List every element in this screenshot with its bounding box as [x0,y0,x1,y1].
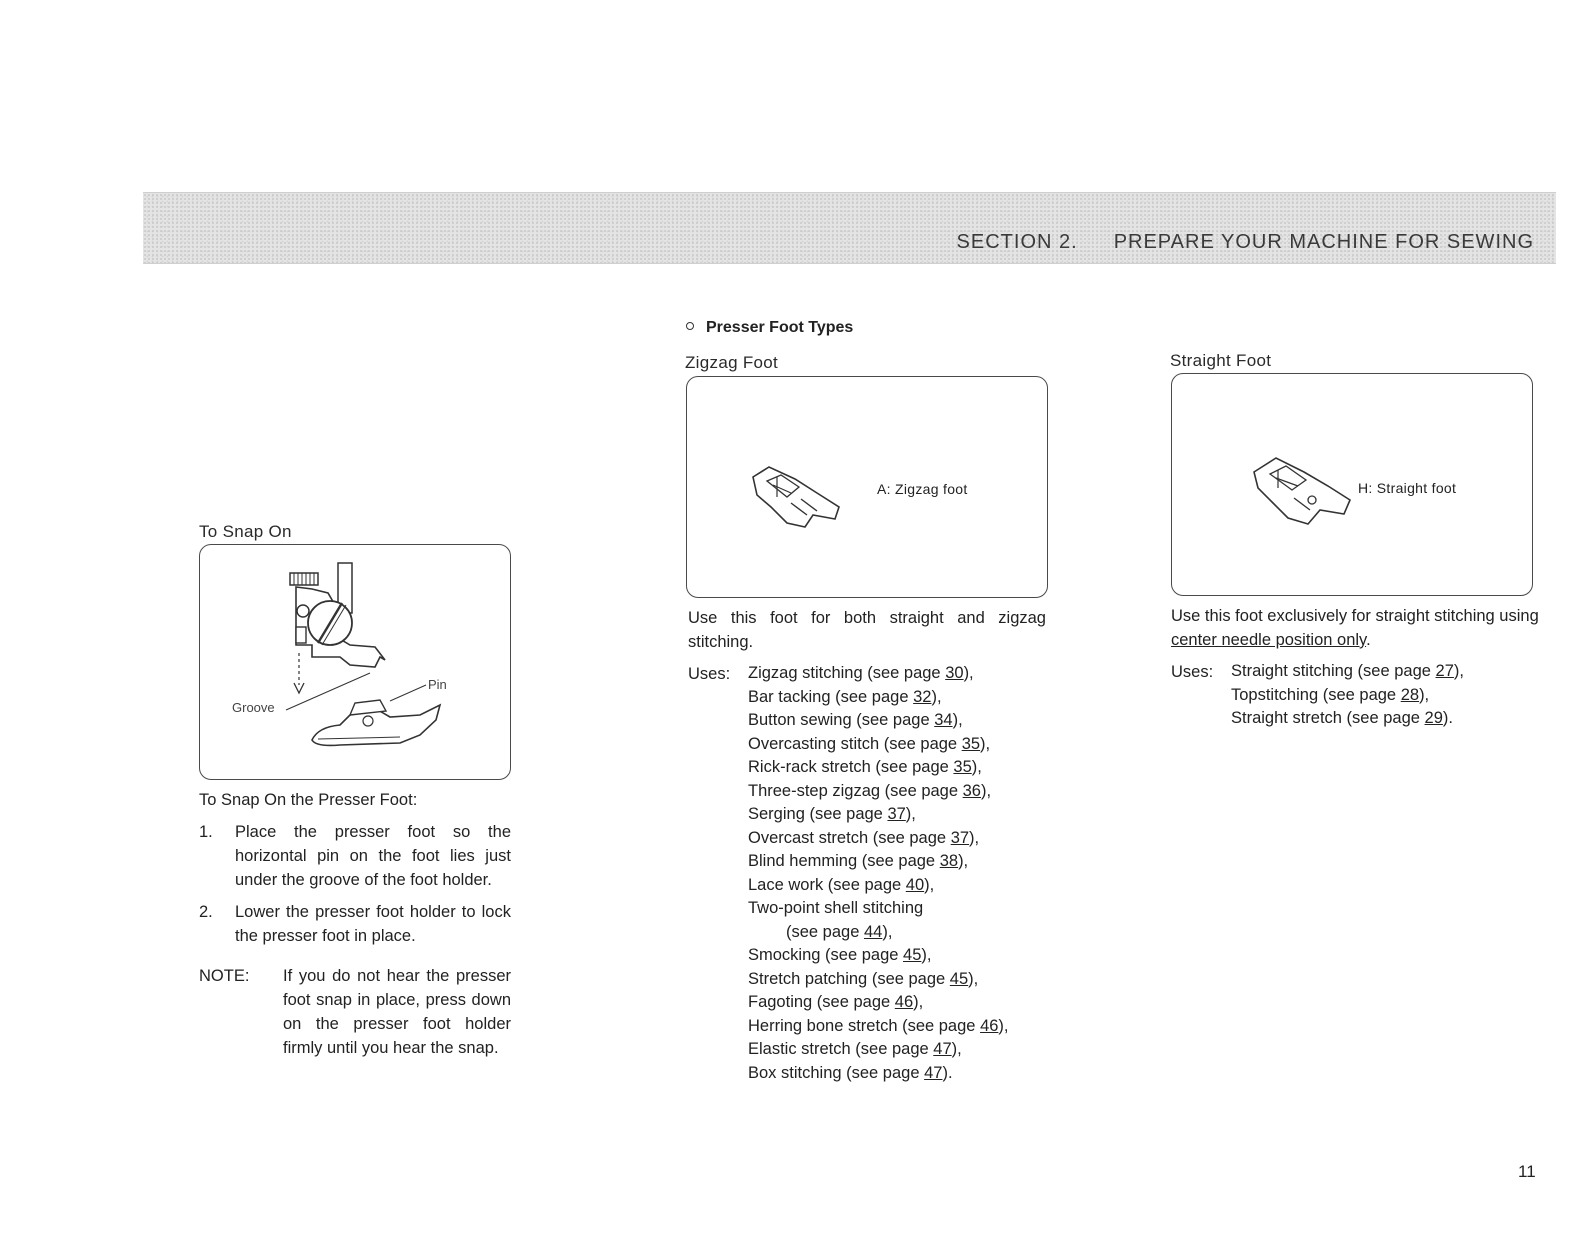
uses-item-text: Lace work (see page [748,875,906,894]
uses-item-end: ), [1453,662,1464,680]
straight-foot-icon [1248,454,1358,530]
zigzag-foot-icon [747,463,847,535]
uses-item [748,1038,1009,1062]
straight-foot-figure [1171,373,1533,596]
snap-on-subheading: To Snap On the Presser Foot: [199,791,418,809]
uses-label: Uses: [688,665,731,683]
page-reference: 28 [1400,685,1420,704]
uses-item-text: Straight stretch (see page [1231,709,1425,727]
step-number: 2. [199,903,213,921]
note-label: NOTE: [199,967,250,985]
bullet-icon [686,322,694,330]
uses-item [748,850,1009,874]
step-text: Place the presser foot so the horizontal pin on the foot lies just under the groove of the foot holder. [235,823,511,889]
uses-item-end: ), [913,993,924,1011]
page-reference: 47 [924,1063,943,1082]
page-reference: 37 [950,828,970,847]
snap-on-figure [199,544,511,780]
uses-item [748,733,1009,757]
uses-item-text: Topstitching (see page [1231,685,1401,704]
uses-item-end: ). [1442,709,1453,727]
uses-item-end: ), [921,946,932,964]
uses-item [748,662,1009,686]
page-reference: 32 [913,687,932,706]
uses-item-end: ), [1419,685,1430,704]
uses-item [748,756,1009,780]
uses-item-end: ), [980,781,992,800]
page-reference: 35 [961,734,981,753]
straight-uses [1171,660,1541,731]
straight-description [1171,604,1541,652]
uses-item-text: Two-point shell stitching [748,899,924,917]
snap-on-heading: To Snap On [199,522,292,541]
uses-item-text: Stretch patching (see page [748,969,950,988]
page-reference: 34 [934,711,953,729]
uses-item-end: ). [942,1063,953,1082]
uses-item [1231,660,1464,684]
uses-item-text: Straight stitching (see page [1231,662,1436,680]
zigzag-uses [688,662,1048,1085]
pin-label: Pin [428,677,447,692]
groove-label: Groove [232,700,275,715]
zigzag-uses-list [748,662,1009,1085]
straight-description-text: Use this foot exclusively for straight stitching using [1171,607,1539,625]
page-reference: 27 [1435,662,1454,680]
page-reference: 29 [1424,709,1443,727]
straight-foot-title: Straight Foot [1170,351,1272,370]
snap-on-steps [199,820,511,1060]
uses-item-end: ), [951,1040,962,1058]
uses-item [748,897,1009,921]
uses-item [748,1015,1009,1039]
presser-foot-holder-illustration [200,545,509,778]
uses-item-text: Button sewing (see page [748,711,935,729]
page-reference: 38 [939,852,959,870]
page-reference: 36 [962,781,981,800]
uses-item-text: Overcast stretch (see page [748,828,951,847]
uses-item [1231,684,1464,708]
uses-item-end: ), [968,969,979,988]
page-reference: 46 [894,993,914,1011]
uses-item-end: ), [882,922,893,941]
straight-uses-list [1231,660,1464,731]
section-banner [143,192,1556,264]
page-reference: 45 [949,969,969,988]
page-reference: 44 [863,922,883,941]
section-number: SECTION 2. [956,231,1078,253]
uses-item [748,991,1009,1015]
uses-item-text: Bar tacking (see page [748,687,914,706]
page-reference: 35 [953,758,972,776]
step-number: 1. [199,823,213,841]
page-reference: 45 [903,946,922,964]
presser-foot-types-heading [686,319,853,337]
step-2 [199,900,511,948]
page-reference: 47 [933,1040,952,1058]
uses-item-text: Box stitching (see page [748,1063,925,1082]
uses-item [748,874,1009,898]
note [199,964,511,1060]
step-1 [199,820,511,892]
uses-item-end: ), [998,1016,1009,1035]
uses-item-end: ), [969,828,980,847]
page-reference: 46 [980,1016,999,1035]
zigzag-foot-caption: A: Zigzag foot [877,481,968,497]
page-reference: 40 [905,875,925,894]
page-reference: 30 [945,664,964,682]
uses-item-end: ), [958,852,969,870]
uses-item-text: (see page [786,922,864,941]
uses-item-end: ), [952,711,963,729]
note-text: If you do not hear the presser foot snap in place, press down on the presser foot holder firmly until you hear the snap. [283,967,511,1057]
uses-item-text: Three-step zigzag (see page [748,781,963,800]
uses-item-text: Herring bone stretch (see page [748,1016,981,1035]
zigzag-foot-figure [686,376,1048,598]
uses-item-text: Zigzag stitching (see page [748,664,946,682]
uses-item-end: ), [931,687,942,706]
uses-item-end: ), [971,758,982,776]
uses-label: Uses: [1171,663,1214,681]
uses-item-end: ), [980,734,991,753]
uses-item [748,780,1009,804]
uses-item-text: Blind hemming (see page [748,852,940,870]
uses-item [748,944,1009,968]
uses-item-text: Elastic stretch (see page [748,1040,934,1058]
uses-item-end: ), [905,805,916,823]
straight-description-end: . [1366,631,1371,649]
uses-item [748,968,1009,992]
page-number: 11 [1518,1162,1536,1181]
uses-item [748,1062,1009,1086]
uses-item-text: Overcasting stitch (see page [748,734,962,753]
step-text: Lower the presser foot holder to lock the presser foot in place. [235,903,511,945]
uses-item-end: ), [924,875,935,894]
uses-item [748,827,1009,851]
uses-item [1231,707,1464,731]
zigzag-description: Use this foot for both straight and zigzag stitching. [688,609,1046,651]
uses-item [748,709,1009,733]
straight-description-emphasis: center needle position only [1171,631,1367,649]
section-heading: PREPARE YOUR MACHINE FOR SEWING [1113,231,1534,253]
uses-item-text: Smocking (see page [748,946,904,964]
uses-item [748,803,1009,827]
uses-item [748,686,1009,710]
uses-item-end: ), [963,664,974,682]
zigzag-foot-title: Zigzag Foot [685,353,779,372]
section-title [957,231,1534,254]
uses-item-text: Serging (see page [748,805,888,823]
uses-item [748,921,1009,945]
page-reference: 37 [887,805,906,823]
types-heading-text: Presser Foot Types [706,319,854,336]
uses-item-text: Rick-rack stretch (see page [748,758,954,776]
uses-item-text: Fagoting (see page [748,993,895,1011]
straight-foot-caption: H: Straight foot [1358,480,1457,496]
